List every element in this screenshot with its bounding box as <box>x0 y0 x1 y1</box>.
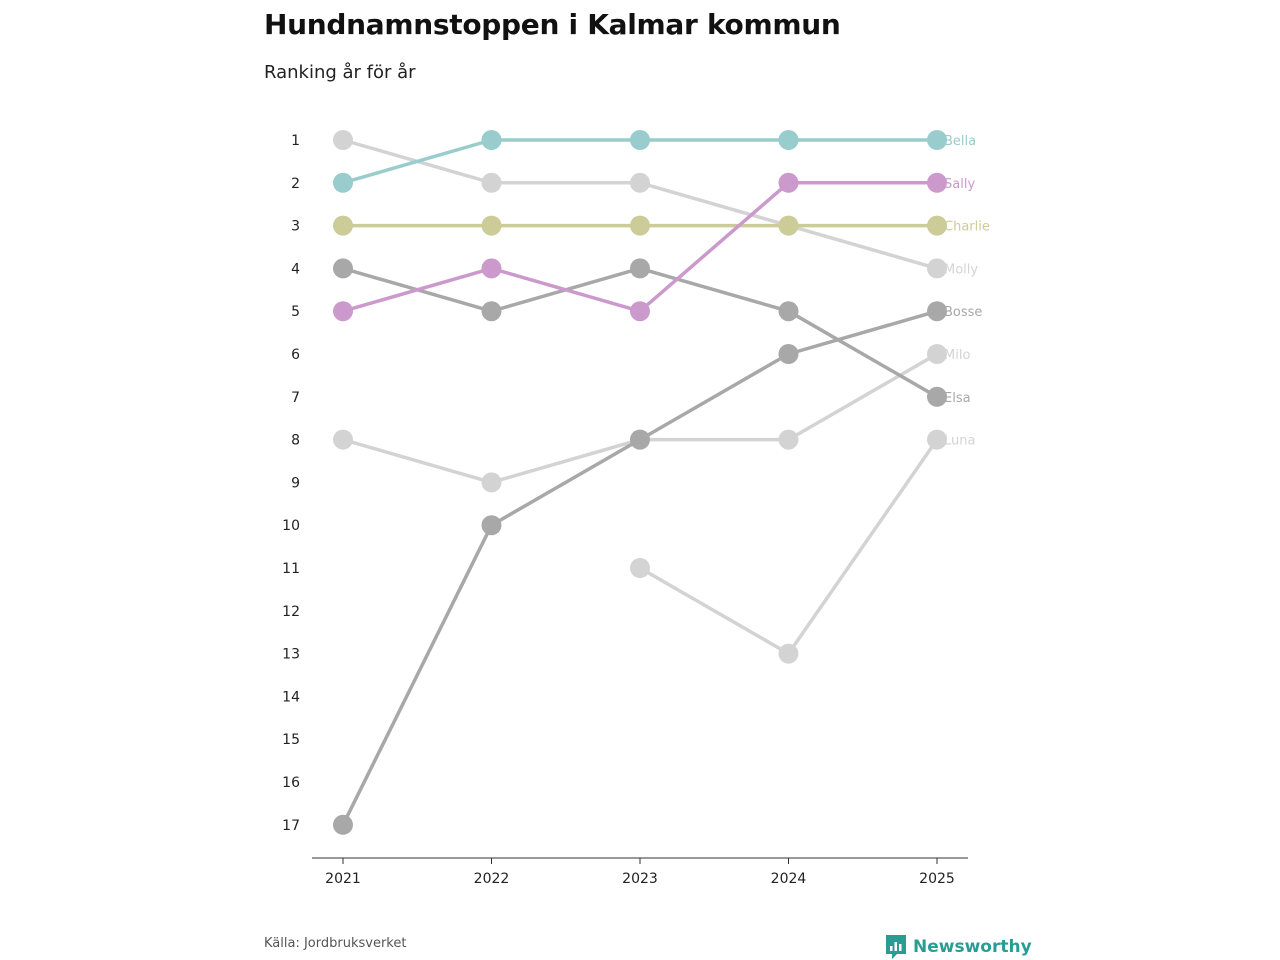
y-tick-label: 9 <box>291 475 300 492</box>
chart-subtitle: Ranking år för år <box>264 62 416 83</box>
series-elsa <box>333 258 947 406</box>
data-point-charlie <box>333 216 353 236</box>
data-point-milo <box>482 472 502 492</box>
y-tick-label: 3 <box>291 218 300 235</box>
y-tick-label: 15 <box>282 732 300 749</box>
data-point-milo <box>333 430 353 450</box>
y-axis-tick-labels <box>282 133 300 834</box>
y-tick-label: 12 <box>282 603 300 620</box>
data-point-elsa <box>779 301 799 321</box>
brand-name: Newsworthy <box>913 937 1032 957</box>
series-sally <box>333 173 947 321</box>
data-point-molly <box>333 130 353 150</box>
data-point-bella <box>779 130 799 150</box>
series-end-labels <box>944 134 990 449</box>
data-point-elsa <box>333 258 353 278</box>
y-tick-label: 7 <box>291 389 300 406</box>
data-point-bella <box>333 173 353 193</box>
y-tick-label: 10 <box>282 518 300 535</box>
series-end-label-molly: Molly <box>944 262 979 278</box>
x-tick-label: 2023 <box>622 871 658 887</box>
series-charlie <box>333 216 947 236</box>
data-point-bosse <box>779 344 799 364</box>
series-end-label-sally: Sally <box>944 176 976 192</box>
data-point-luna <box>630 558 650 578</box>
y-tick-label: 11 <box>282 561 300 577</box>
data-point-sally <box>630 301 650 321</box>
x-axis <box>312 858 968 864</box>
series-line-sally <box>343 183 937 311</box>
data-point-elsa <box>630 258 650 278</box>
data-point-luna <box>779 644 799 664</box>
chart-title: Hundnamnstoppen i Kalmar kommun <box>264 8 841 41</box>
y-tick-label: 14 <box>282 689 300 706</box>
y-tick-label: 17 <box>282 817 300 834</box>
series-line-elsa <box>343 268 937 396</box>
series-layer <box>333 130 947 835</box>
series-luna <box>630 430 947 664</box>
series-end-label-bosse: Bosse <box>944 305 983 321</box>
data-point-molly <box>482 173 502 193</box>
data-point-sally <box>333 301 353 321</box>
series-end-label-elsa: Elsa <box>944 390 971 406</box>
y-tick-label: 4 <box>291 261 300 278</box>
y-tick-label: 5 <box>291 304 300 321</box>
data-point-bosse <box>630 430 650 450</box>
series-line-milo <box>343 354 937 482</box>
data-point-elsa <box>482 301 502 321</box>
data-point-sally <box>482 258 502 278</box>
data-point-charlie <box>630 216 650 236</box>
x-tick-label: 2021 <box>325 871 361 887</box>
data-point-sally <box>779 173 799 193</box>
x-axis-tick-labels <box>325 871 955 887</box>
source-note: Källa: Jordbruksverket <box>264 936 407 951</box>
series-end-label-milo: Milo <box>944 348 971 363</box>
x-tick-label: 2025 <box>919 871 955 887</box>
brand-logo <box>885 934 1032 960</box>
series-end-label-luna: Luna <box>944 433 976 449</box>
x-tick-label: 2022 <box>473 871 510 887</box>
newsworthy-logo-icon <box>885 934 907 960</box>
data-point-bella <box>630 130 650 150</box>
data-point-molly <box>630 173 650 193</box>
data-point-charlie <box>779 216 799 236</box>
x-tick-label: 2024 <box>770 871 807 887</box>
series-end-label-bella: Bella <box>944 134 977 149</box>
y-tick-label: 13 <box>282 646 300 663</box>
y-tick-label: 2 <box>291 175 300 192</box>
series-line-molly <box>343 140 937 268</box>
data-point-bosse <box>482 515 502 535</box>
data-point-charlie <box>482 216 502 236</box>
data-point-bella <box>482 130 502 150</box>
y-tick-label: 8 <box>291 432 300 449</box>
series-end-label-charlie: Charlie <box>944 219 990 235</box>
y-tick-label: 16 <box>282 775 300 791</box>
series-line-luna <box>640 440 937 654</box>
data-point-milo <box>779 430 799 450</box>
series-molly <box>333 130 947 278</box>
y-tick-label: 1 <box>291 133 300 149</box>
data-point-bosse <box>333 815 353 835</box>
series-milo <box>333 344 947 492</box>
y-tick-label: 6 <box>291 347 300 363</box>
